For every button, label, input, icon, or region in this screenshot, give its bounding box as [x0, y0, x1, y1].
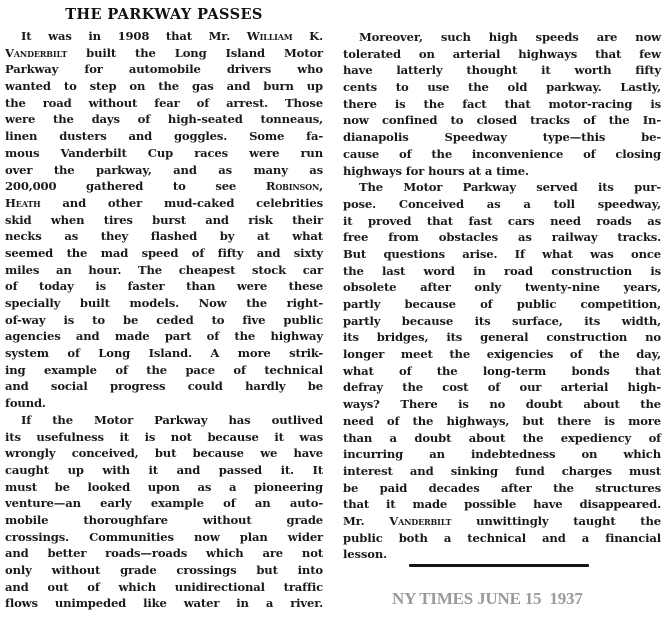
text-segment: highways for hours at a time.	[343, 163, 529, 178]
text-segment: skid when tires burst and risk their	[5, 212, 323, 227]
text-line	[5, 545, 323, 562]
proper-name: Vanderbilt	[5, 45, 68, 60]
text-line	[5, 462, 323, 479]
text-segment: If the Motor Parkway has outlived	[21, 412, 323, 427]
text-segment: be paid decades after the structures	[343, 480, 661, 495]
text-segment: what of the long-term bonds that	[343, 363, 661, 378]
text-segment: caught up with it and passed it. It	[5, 462, 323, 477]
text-segment: ing example of the pace of technical	[5, 362, 323, 377]
text-segment: defray the cost of our arterial high-	[343, 380, 661, 395]
text-segment: over the parkway, and as many as	[5, 162, 323, 177]
text-segment: and better roads—roads which are not	[5, 546, 323, 561]
text-line	[5, 378, 323, 395]
proper-name: William K.	[246, 29, 323, 43]
text-line	[343, 246, 661, 263]
text-segment: mobile thoroughfare without grade	[5, 512, 323, 527]
text-segment: unwittingly taught the	[451, 513, 661, 528]
text-line	[343, 396, 661, 413]
text-line	[5, 278, 323, 295]
text-segment: free from obstacles as railway tracks.	[343, 230, 661, 245]
text-segment: But questions arise. If what was once	[343, 246, 661, 261]
text-segment: public both a technical and a financial	[343, 530, 661, 545]
text-segment: tolerated on arterial highways that few	[343, 46, 661, 61]
text-line	[343, 530, 661, 547]
text-segment: Mr.	[343, 513, 390, 528]
text-segment: it proved that fast cars need roads as	[343, 213, 661, 228]
text-line	[343, 379, 661, 396]
text-line	[343, 263, 661, 280]
text-segment: that it made possible have disappeared.	[343, 497, 661, 512]
text-segment: and out of which unidirectional traffic	[5, 579, 323, 594]
text-line	[343, 546, 661, 563]
text-segment: longer meet the exigencies of the day,	[343, 347, 661, 362]
text-line	[343, 480, 661, 497]
text-line	[343, 446, 661, 463]
proper-name: Robinson,	[265, 179, 323, 194]
text-line	[5, 262, 323, 279]
text-line	[5, 512, 323, 529]
text-line	[343, 346, 661, 363]
text-line	[343, 112, 661, 129]
text-segment: the last word in road construction is	[343, 263, 661, 278]
text-line	[5, 295, 323, 312]
text-line	[343, 129, 661, 146]
text-line	[343, 513, 661, 530]
text-line	[5, 362, 323, 379]
text-line	[5, 212, 323, 229]
text-line	[343, 29, 661, 46]
text-segment: wrongly conceived, but because we have	[5, 446, 323, 461]
text-segment: found.	[5, 396, 46, 411]
text-segment: need of the highways, but there is more	[343, 413, 661, 428]
text-line	[343, 430, 661, 447]
text-line	[5, 61, 323, 78]
text-line	[5, 162, 323, 179]
text-segment: seemed the mad speed of fifty and sixty	[5, 245, 323, 260]
text-line	[343, 279, 661, 296]
text-line	[5, 529, 323, 546]
text-segment: its bridges, its general construction no	[343, 330, 661, 345]
text-line	[5, 345, 323, 362]
text-line	[343, 496, 661, 513]
text-segment: interest and sinking fund charges must	[343, 463, 661, 478]
text-segment: of today is faster than were these	[5, 279, 323, 294]
text-segment: It was in 1908 that Mr.	[21, 29, 247, 43]
text-line	[343, 62, 661, 79]
text-line	[343, 163, 661, 180]
text-segment: now confined to closed tracks of the In-	[343, 113, 661, 128]
text-segment: ways? There is no doubt about the	[343, 397, 661, 412]
text-segment: lesson.	[343, 547, 387, 562]
text-segment: and other mud-caked celebrities	[40, 195, 323, 210]
text-segment: were the days of high-seated tonneaus,	[5, 112, 323, 127]
text-line	[5, 495, 323, 512]
text-line	[5, 595, 323, 612]
text-line	[343, 413, 661, 430]
text-segment: its usefulness it is not because it was	[5, 429, 323, 444]
text-line	[5, 178, 323, 195]
text-segment: obsolete after only twenty-nine years,	[343, 280, 661, 295]
text-line	[343, 313, 661, 330]
text-line	[343, 96, 661, 113]
text-line	[5, 111, 323, 128]
text-line	[343, 146, 661, 163]
source-caption: NY TIMES JUNE 15 1937	[392, 589, 583, 608]
text-segment: system of Long Island. A more strik-	[5, 346, 323, 361]
proper-name: Heath	[5, 195, 41, 210]
left-column-text	[5, 28, 323, 612]
text-segment: pose. Conceived as a toll speedway,	[343, 196, 661, 211]
text-line	[5, 245, 323, 262]
text-segment: agencies and made part of the highway	[5, 329, 323, 344]
text-line	[343, 179, 661, 196]
text-line	[5, 562, 323, 579]
text-segment: the road without fear of arrest. Those	[5, 95, 323, 110]
text-line	[5, 429, 323, 446]
text-line	[5, 28, 323, 45]
text-line	[5, 128, 323, 145]
text-segment: flows unimpeded like water in a river.	[5, 596, 323, 611]
text-segment: Moreover, such high speeds are now	[359, 30, 661, 44]
article-column-left	[5, 4, 323, 612]
text-segment: there is the fact that motor-racing is	[343, 96, 661, 111]
text-line	[343, 329, 661, 346]
text-line	[343, 79, 661, 96]
text-line	[5, 579, 323, 596]
text-line	[5, 412, 323, 429]
text-segment: than a doubt about the expediency of	[343, 430, 661, 445]
text-segment: crossings. Communities now plan wider	[5, 529, 323, 544]
text-segment: specially built models. Now the right-	[5, 296, 323, 310]
end-of-article-rule	[409, 564, 589, 567]
text-segment: cause of the inconvenience of closing	[343, 146, 661, 161]
text-line	[343, 296, 661, 313]
text-segment: must be looked upon as a pioneering	[5, 479, 323, 494]
text-segment: partly because of public competition,	[343, 297, 661, 311]
text-segment: built the Long Island Motor	[67, 45, 323, 60]
text-line	[5, 78, 323, 95]
text-line	[5, 45, 323, 62]
proper-name: Vanderbilt	[389, 513, 452, 528]
right-column-text	[343, 29, 661, 563]
text-line	[5, 328, 323, 345]
text-line	[343, 213, 661, 230]
text-segment: linen dusters and goggles. Some fa-	[5, 129, 323, 144]
text-segment: Parkway for automobile drivers who	[5, 62, 323, 77]
text-line	[5, 445, 323, 462]
article-headline: THE PARKWAY PASSES	[65, 6, 263, 23]
text-segment: wanted to step on the gas and burn up	[5, 79, 323, 94]
text-line	[5, 312, 323, 329]
text-line	[5, 95, 323, 112]
text-line	[343, 196, 661, 213]
text-line	[343, 463, 661, 480]
text-segment: cents to use the old parkway. Lastly,	[343, 80, 661, 95]
text-segment: mous Vanderbilt Cup races were run	[5, 145, 323, 160]
text-line	[343, 229, 661, 246]
text-line	[343, 363, 661, 380]
text-segment: dianapolis Speedway type—this be-	[343, 130, 661, 145]
text-line	[5, 195, 323, 212]
text-line	[5, 395, 323, 412]
text-line	[343, 46, 661, 63]
text-line	[5, 479, 323, 496]
text-segment: of-way is to be ceded to five public	[5, 312, 323, 327]
text-segment: venture—an early example of an auto-	[5, 496, 323, 511]
text-segment: 200,000 gathered to see	[5, 179, 266, 194]
text-segment: and social progress could hardly be	[5, 379, 323, 394]
text-line	[5, 228, 323, 245]
text-line	[5, 145, 323, 162]
text-segment: miles an hour. The cheapest stock car	[5, 262, 323, 277]
text-segment: partly because its surface, its width,	[343, 313, 661, 328]
text-segment: incurring an indebtedness on which	[343, 447, 661, 462]
article-column-right	[343, 29, 661, 563]
text-segment: necks as they flashed by at what	[5, 229, 323, 244]
text-segment: have latterly thought it worth fifty	[343, 63, 661, 78]
text-segment: only without grade crossings but into	[5, 563, 323, 577]
text-segment: The Motor Parkway served its pur-	[359, 180, 661, 195]
